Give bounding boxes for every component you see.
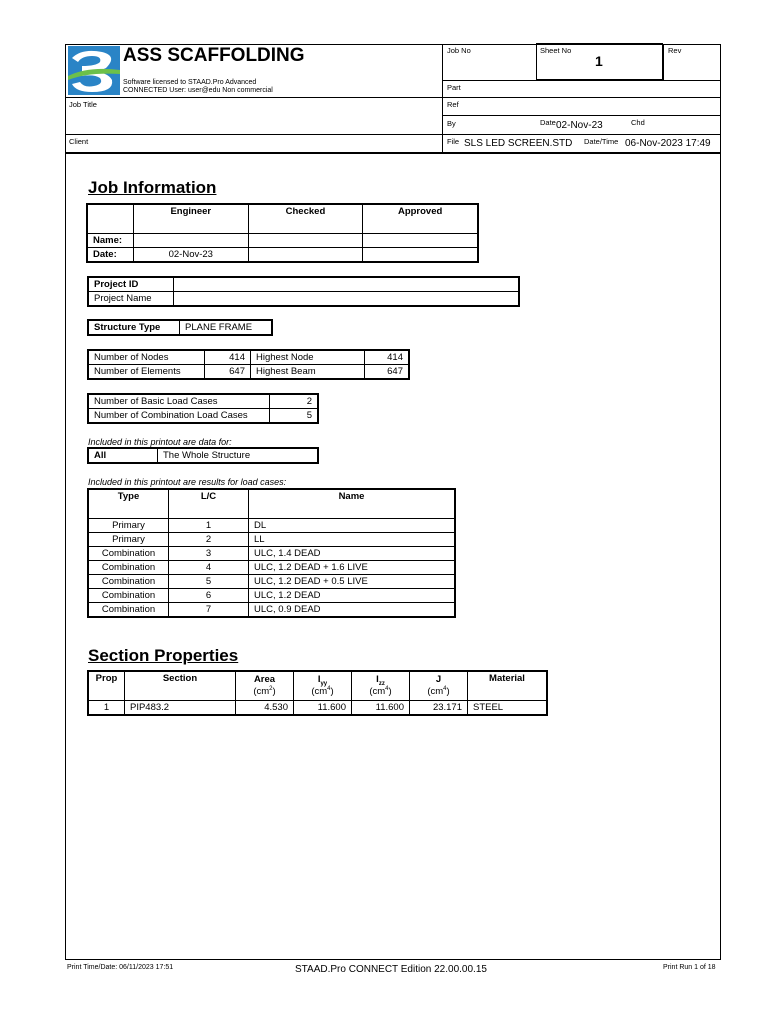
job-title-label: Job Title: [69, 100, 97, 109]
project-name-label: Project Name: [89, 292, 174, 306]
printout-results-note: Included in this printout are results for load cases:: [88, 477, 287, 487]
sheet-no-value: 1: [595, 53, 603, 69]
license-line-1: Software licensed to STAAD.Pro Advanced: [123, 79, 257, 86]
basic-lc-label: Number of Basic Load Cases: [89, 395, 270, 409]
lc-number: 2: [169, 533, 249, 547]
col-engineer: Engineer: [133, 205, 248, 234]
lc-name: ULC, 1.2 DEAD + 1.6 LIVE: [249, 561, 455, 575]
nodes-label: Number of Nodes: [89, 351, 205, 365]
nodes-table: [88, 350, 409, 379]
lc-type: Combination: [89, 603, 169, 617]
table-row: [89, 603, 455, 617]
sp-area: 4.530: [236, 701, 294, 715]
col-approved: Approved: [363, 205, 478, 234]
basic-lc-value: 2: [270, 395, 318, 409]
header-divider: [65, 134, 721, 135]
lc-name: ULC, 1.4 DEAD: [249, 547, 455, 561]
sp-section: PIP483.2: [125, 701, 236, 715]
lc-type: Combination: [89, 547, 169, 561]
all-label: All: [89, 449, 158, 463]
project-table: [88, 277, 519, 306]
highest-beam-value: 647: [365, 365, 409, 379]
section-properties-title: Section Properties: [88, 646, 239, 665]
sp-header-material: Material: [468, 672, 547, 701]
file-value: SLS LED SCREEN.STD: [464, 138, 573, 149]
table-row: [89, 701, 547, 715]
sp-header-iyy: $I_{yy}$ $(cm^4)$: [294, 672, 352, 701]
load-count-table: [88, 394, 318, 423]
print-run: Print Run 1 of 18: [663, 964, 716, 971]
sp-iyy: 11.600: [294, 701, 352, 715]
client-label: Client: [69, 137, 89, 146]
file-label: File: [447, 137, 460, 146]
ref-label: Ref: [447, 100, 459, 109]
sp-header-prop: Prop: [89, 672, 125, 701]
sp-material: STEEL: [468, 701, 547, 715]
by-label: By: [447, 119, 456, 128]
section-properties-table: [88, 671, 547, 715]
sheet-no-label: Sheet No: [540, 46, 572, 55]
lc-name: ULC, 1.2 DEAD + 0.5 LIVE: [249, 575, 455, 589]
header-divider: [442, 115, 721, 116]
lc-number: 1: [169, 519, 249, 533]
elements-label: Number of Elements: [89, 365, 205, 379]
table-row: [89, 575, 455, 589]
sp-j: 23.171: [410, 701, 468, 715]
elements-value: 647: [205, 365, 251, 379]
structure-type-value: PLANE FRAME: [180, 321, 272, 335]
license-line-2: CONNECTED User: user@edu Non commercial: [123, 87, 273, 94]
company-name: ASS SCAFFOLDING: [123, 45, 305, 66]
comb-lc-label: Number of Combination Load Cases: [89, 409, 270, 423]
header-divider: [65, 97, 443, 98]
edition: STAAD.Pro CONNECT Edition 22.00.00.15: [295, 964, 487, 975]
header-divider: [442, 97, 721, 98]
header-divider: [65, 152, 721, 154]
table-row: [89, 533, 455, 547]
all-value: The Whole Structure: [158, 449, 318, 463]
lc-name: LL: [249, 533, 455, 547]
sp-header-j: J $(cm^4)$: [410, 672, 468, 701]
staad-logo: [68, 46, 120, 95]
table-row: [89, 561, 455, 575]
lc-number: 4: [169, 561, 249, 575]
lc-name: ULC, 0.9 DEAD: [249, 603, 455, 617]
sp-prop: 1: [89, 701, 125, 715]
sp-header-section: Section: [125, 672, 236, 701]
name-label: Name:: [88, 234, 134, 248]
date-row-label: Date:: [88, 248, 134, 262]
table-row: [89, 547, 455, 561]
lc-header-name: Name: [249, 490, 455, 519]
load-cases-table: [88, 489, 455, 617]
printout-data-table: [88, 448, 318, 463]
lc-header-type: Type: [89, 490, 169, 519]
header-divider: [442, 80, 721, 81]
date-value: 02-Nov-23: [556, 120, 603, 131]
lc-type: Primary: [89, 519, 169, 533]
structure-type-label: Structure Type: [89, 321, 180, 335]
datetime-value: 06-Nov-2023 17:49: [625, 138, 711, 149]
rev-label: Rev: [668, 46, 682, 55]
date-label: Date: [540, 118, 556, 127]
col-checked: Checked: [248, 205, 363, 234]
lc-number: 5: [169, 575, 249, 589]
sp-header-area: Area $(cm^2)$: [236, 672, 294, 701]
printout-data-note: Included in this printout are data for:: [88, 437, 232, 447]
sp-header-izz: $I_{zz}$ $(cm^4)$: [352, 672, 410, 701]
engineer-date: 02-Nov-23: [133, 248, 248, 262]
header-divider: [663, 44, 664, 80]
highest-node-value: 414: [365, 351, 409, 365]
print-time: Print Time/Date: 06/11/2023 17:51: [67, 964, 174, 971]
lc-type: Combination: [89, 561, 169, 575]
part-label: Part: [447, 83, 461, 92]
structure-type-table: [88, 320, 272, 335]
table-row: [89, 589, 455, 603]
highest-node-label: Highest Node: [251, 351, 365, 365]
lc-header-lc: L/C: [169, 490, 249, 519]
lc-type: Combination: [89, 589, 169, 603]
table-row: [89, 519, 455, 533]
sp-izz: 11.600: [352, 701, 410, 715]
job-info-table: [87, 204, 478, 262]
job-information-title: Job Information: [88, 178, 217, 197]
nodes-value: 414: [205, 351, 251, 365]
lc-type: Primary: [89, 533, 169, 547]
lc-name: ULC, 1.2 DEAD: [249, 589, 455, 603]
datetime-label: Date/Time: [584, 137, 619, 146]
lc-number: 6: [169, 589, 249, 603]
lc-name: DL: [249, 519, 455, 533]
lc-number: 3: [169, 547, 249, 561]
header-divider: [442, 44, 443, 153]
job-no-label: Job No: [447, 46, 471, 55]
project-id-label: Project ID: [89, 278, 174, 292]
lc-number: 7: [169, 603, 249, 617]
highest-beam-label: Highest Beam: [251, 365, 365, 379]
lc-type: Combination: [89, 575, 169, 589]
chd-label: Chd: [631, 118, 645, 127]
comb-lc-value: 5: [270, 409, 318, 423]
